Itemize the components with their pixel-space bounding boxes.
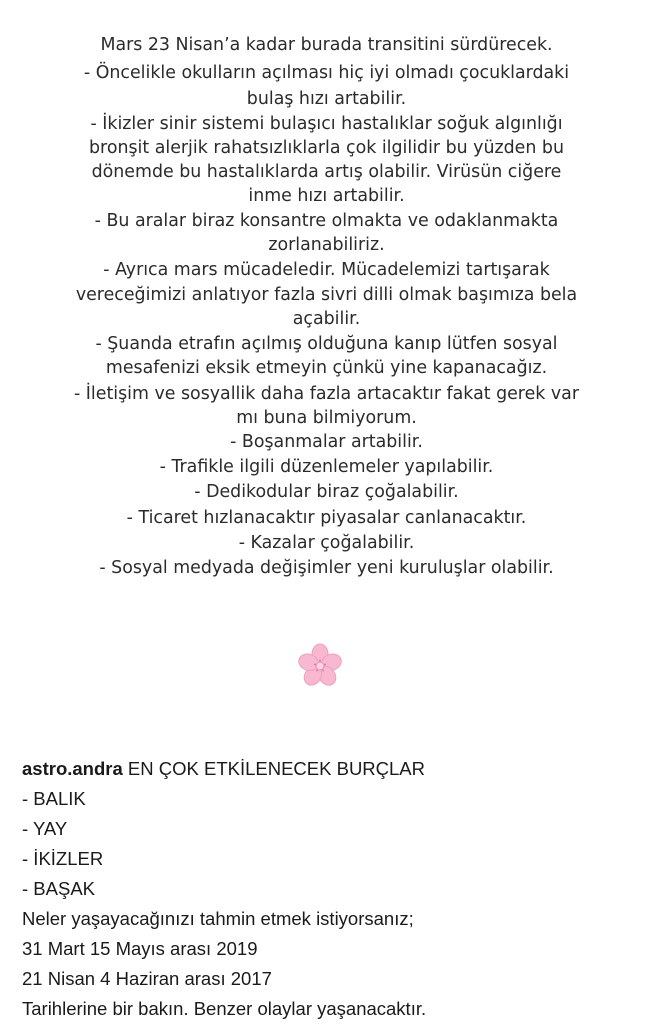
post-text-line: - İkizler sinir sistemi bulaşıcı hastalıklar soğuk algınlığı [90, 114, 563, 134]
post-text-line: - Sosyal medyada değişimler yeni kuruluşlar olabilir. [99, 558, 554, 578]
post-text-line: zorlanabiliriz. [268, 235, 385, 255]
post-text-line: bronşit alerjik rahatsızlıklarla çok ilgilidir bu yüzden bu [89, 138, 564, 158]
caption-header [22, 754, 642, 784]
post-text-line: dönemde bu hastalıklarda artış olabilir. Virüsün ciğere [91, 162, 562, 182]
caption-line: Neler yaşayacağınızı tahmin etmek istiyorsanız; [22, 908, 414, 929]
username-link[interactable]: astro.andra [22, 758, 123, 779]
post-text-line: - Kazalar çoğalabilir. [238, 533, 415, 553]
caption-line: Tarihlerine bir bakın. Benzer olaylar yaşanacaktır. [22, 998, 427, 1019]
post-text-line: - Trafikle ilgili düzenlemeler yapılabilir. [159, 457, 494, 477]
post-caption [22, 754, 642, 1024]
post-text-line: açabilir. [292, 309, 361, 329]
caption-line: - İKİZLER [22, 848, 104, 869]
post-text-line: - Şuanda etrafın açılmış olduğuna kanıp lütfen sosyal [95, 334, 558, 354]
caption-title: EN ÇOK ETKİLENECEK BURÇLAR [127, 758, 426, 779]
post-text-line: - İletişim ve sosyallik daha fazla artacaktır fakat gerek var [74, 384, 579, 404]
caption-line: - YAY [22, 818, 68, 839]
post-text-line: - Ayrıca mars mücadeledir. Mücadelemizi tartışarak [103, 260, 550, 280]
post-text-line: Mars 23 Nisan’a kadar burada transitini sürdürecek. [100, 35, 553, 55]
caption-line: 31 Mart 15 Mayıs arası 2019 [22, 938, 258, 959]
post-text-line: - Dedikodular biraz çoğalabilir. [194, 482, 459, 502]
post-text-line: - Ticaret hızlanacaktır piyasalar canlanacaktır. [126, 508, 527, 528]
caption-line: - BALIK [22, 788, 86, 809]
post-text-line: - Boşanmalar artabilir. [230, 432, 423, 452]
post-text-line: - Bu aralar biraz konsantre olmakta ve odaklanmakta [94, 211, 559, 231]
post-text-line: vereceğimizi anlatıyor fazla sivri dilli olmak başımıza bela [75, 285, 578, 305]
caption-line: 21 Nisan 4 Haziran arası 2017 [22, 968, 272, 989]
cherry-blossom-icon [296, 642, 344, 690]
post-text-line: mı buna bilmiyorum. [236, 408, 417, 428]
caption-line: - BAŞAK [22, 878, 95, 899]
post-text-line: inme hızı artabilir. [248, 186, 405, 206]
post-text-line: mesafenizi eksik etmeyin çünkü yine kapanacağız. [105, 358, 548, 378]
post-text-line: bulaş hızı artabilir. [246, 89, 407, 109]
post-text-line: - Öncelikle okulların açılması hiç iyi olmadı çocuklardaki [83, 63, 570, 83]
